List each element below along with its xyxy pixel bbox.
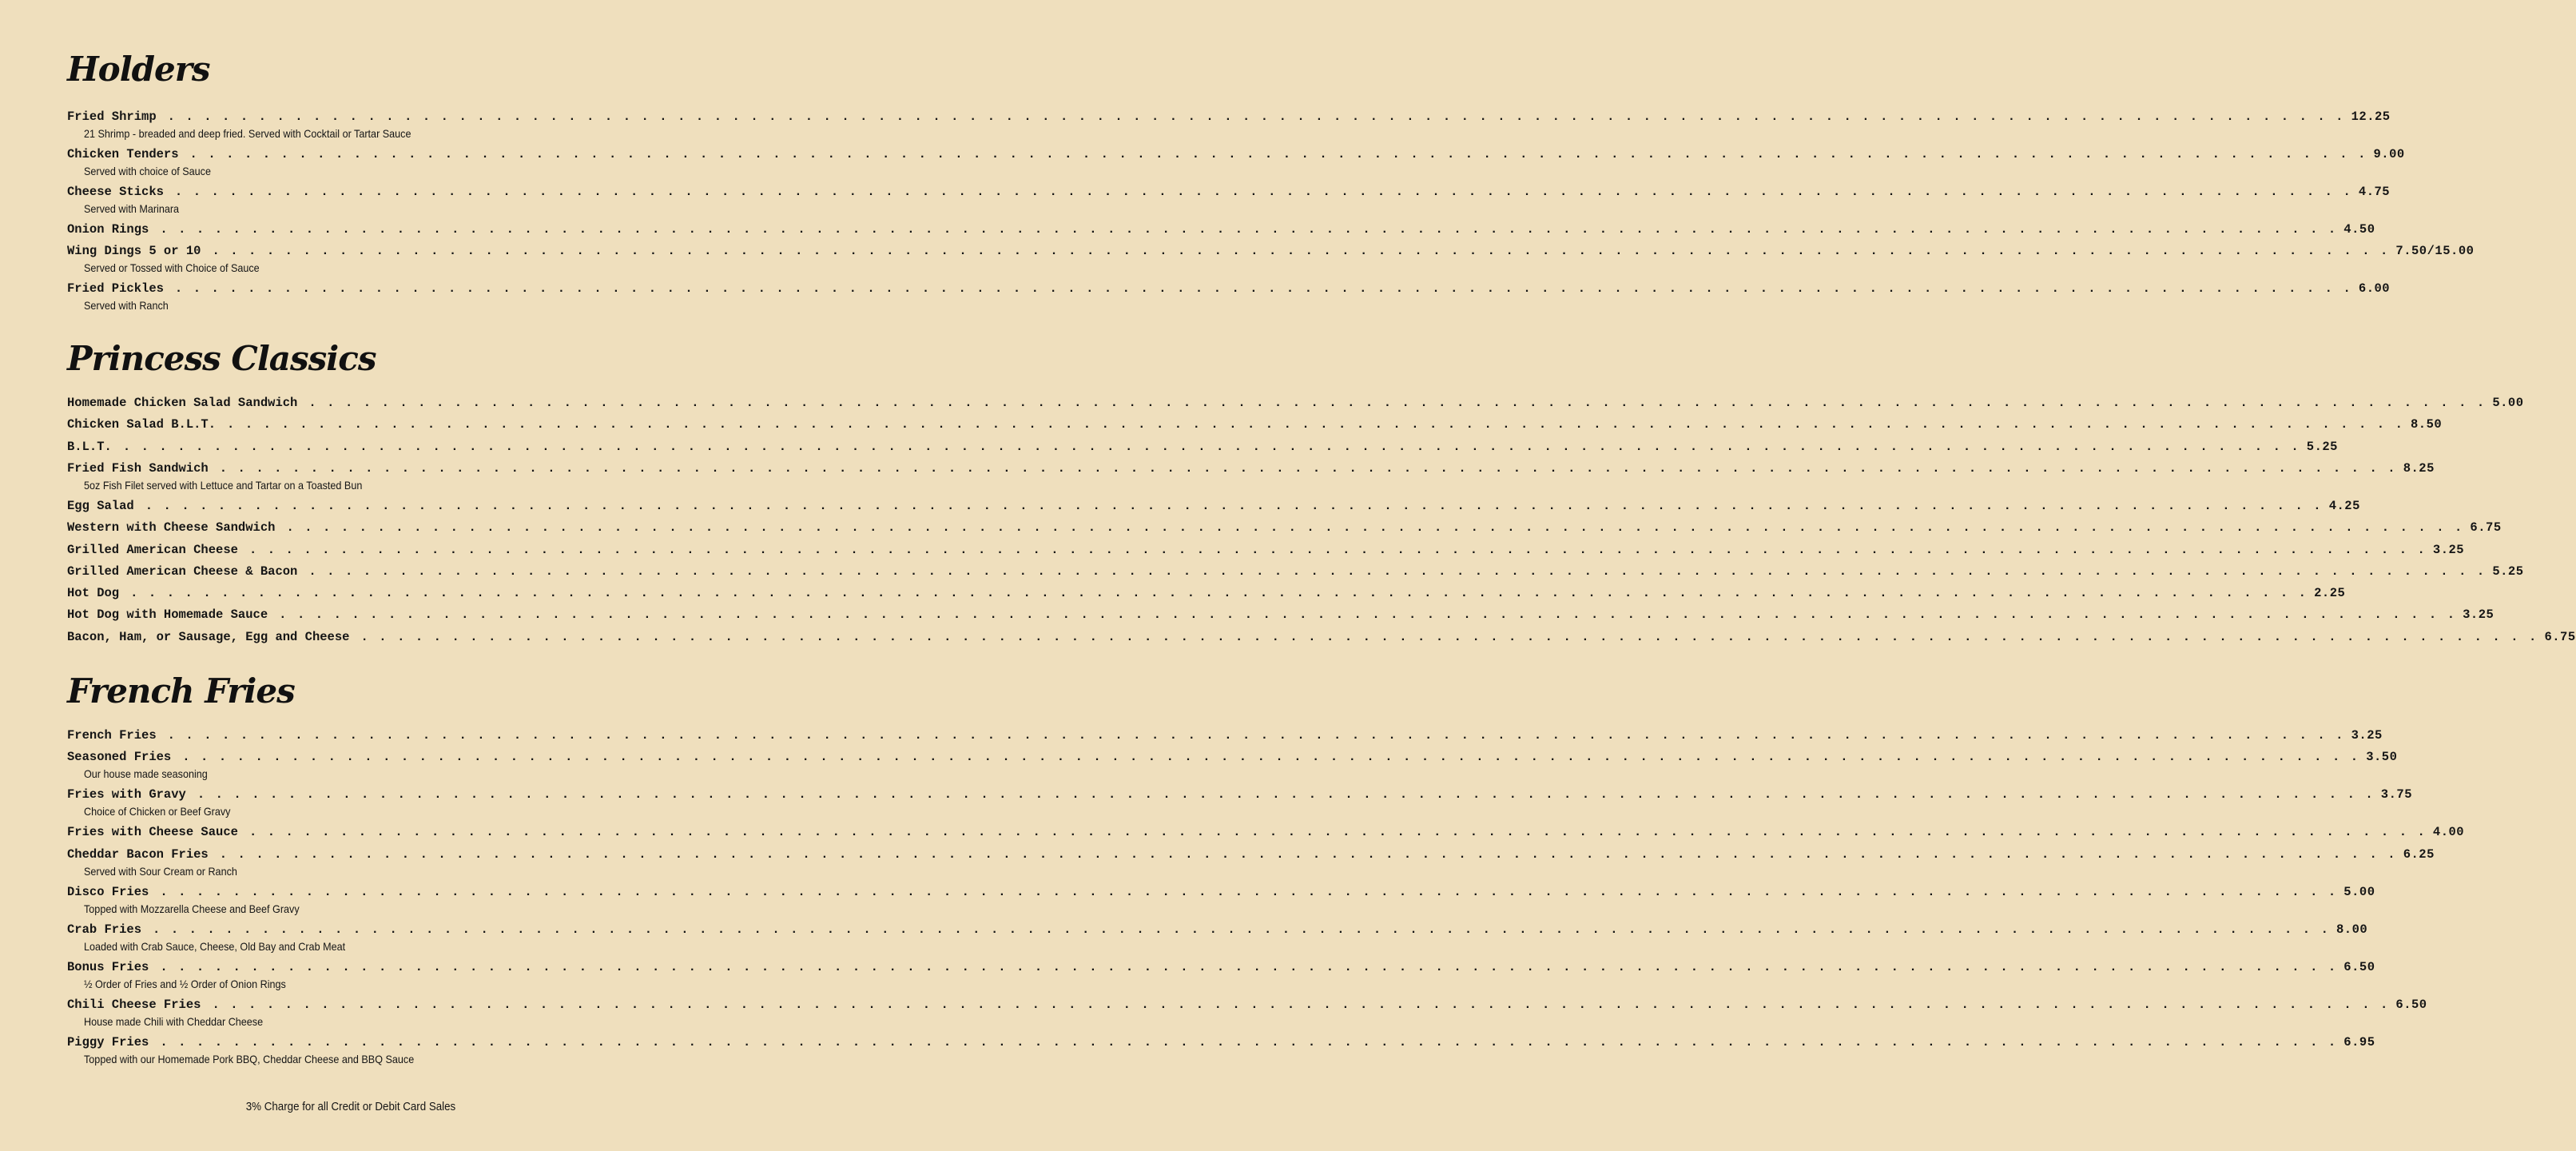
menu-item-name: Grilled American Cheese [67,542,238,557]
dot-leader: . . . . . . . . . . . . . . . . . . . . . . . . . . . . . . . . . . . . . . . . . . . . . . . . . . . . . . . . . . . . . . . . . . . . . . . . . . . . . . . . . . . . . . . . . . . . . . . . . . . . . . . . . . . . . . . . . . . . . . . . [122,439,2300,454]
menu-item-name: Cheddar Bacon Fries [67,846,209,862]
dot-leader: . . . . . . . . . . . . . . . . . . . . . . . . . . . . . . . . . . . . . . . . . . . . . . . . . . . . . . . . . . . . . . . . . . . . . . . . . . . . . . . . . . . . . . . . . . . . . . . . . . . . . . . . . . . . . . . . . . . . . . . . [182,750,2360,765]
menu-item-price: 4.25 [2328,498,2360,513]
menu-item-name: Piggy Fries [67,1034,149,1049]
menu-item-name: Fried Fish Sandwich [67,460,209,476]
menu-item-price: 4.00 [2432,825,2465,840]
dot-leader: . . . . . . . . . . . . . . . . . . . . . . . . . . . . . . . . . . . . . . . . . . . . . . . . . . . . . . . . . . . . . . . . . . . . . . . . . . . . . . . . . . . . . . . . . . . . . . . . . . . . . . . . . . . . . . . . . . . . . . . . [279,607,2457,623]
menu-item [67,541,2465,559]
menu-item-row [67,145,2405,163]
menu-item-row [67,563,2524,580]
menu-item-name: French Fries [67,728,157,743]
menu-item-row [67,108,2391,125]
menu-item-price: 5.00 [2343,884,2375,899]
menu-item-name: Grilled American Cheese & Bacon [67,564,298,579]
section-title-french-fries: French Fries [67,671,295,711]
dot-leader: . . . . . . . . . . . . . . . . . . . . . . . . . . . . . . . . . . . . . . . . . . . . . . . . . . . . . . . . . . . . . . . . . . . . . . . . . . . . . . . . . . . . . . . . . . . . . . . . . . . . . . . . . . . . . . . . . . . . . . . . [153,922,2330,937]
menu-item-description: House made Chili with Cheddar Cheese [84,1014,264,1028]
menu-item-name: Homemade Chicken Salad Sandwich [67,396,298,410]
dot-leader: . . . . . . . . . . . . . . . . . . . . . . . . . . . . . . . . . . . . . . . . . . . . . . . . . . . . . . . . . . . . . . . . . . . . . . . . . . . . . . . . . . . . . . . . . . . . . . . . . . . . . . . . . . . . . . . . . . . . . . . . [145,498,2323,513]
menu-item [67,460,2435,493]
menu-item [67,221,2375,238]
dot-leader: . . . . . . . . . . . . . . . . . . . . . . . . . . . . . . . . . . . . . . . . . . . . . . . . . . . . . . . . . . . . . . . . . . . . . . . . . . . . . . . . . . . . . . . . . . . . . . . . . . . . . . . . . . . . . . . . . . . . . . . . [174,185,2352,199]
menu-item-description: Loaded with Crab Sauce, Cheese, Old Bay and Crab Meat [84,939,346,953]
menu-item-description: ½ Order of Fries and ½ Order of Onion Rings [84,977,286,990]
menu-item-name: Chili Cheese Fries [67,997,201,1012]
menu-item [67,108,2391,141]
menu-item-price: 2.25 [2314,586,2346,601]
menu-item [67,606,2495,623]
dot-leader: . . . . . . . . . . . . . . . . . . . . . . . . . . . . . . . . . . . . . . . . . . . . . . . . . . . . . . . . . . . . . . . . . . . . . . . . . . . . . . . . . . . . . . . . . . . . . . . . . . . . . . . . . . . . . . . . . . . . . . . . [248,542,2427,557]
menu-item-name: Bacon, Ham, or Sausage, Egg and Cheese [67,629,350,644]
menu-item-description: 5oz Fish Filet served with Lettuce and Tartar on a Toasted Bun [84,478,363,492]
menu-item-price: 6.50 [2343,959,2375,974]
menu-item-name: Hot Dog with Homemade Sauce [67,607,268,623]
dot-leader: . . . . . . . . . . . . . . . . . . . . . . . . . . . . . . . . . . . . . . . . . . . . . . . . . . . . . . . . . . . . . . . . . . . . . . . . . . . . . . . . . . . . . . . . . . . . . . . . . . . . . . . . . . . . . . . . . . . . . . . . [286,520,2464,536]
menu-item [67,394,2524,412]
menu-item-price: 3.50 [2366,750,2398,765]
dot-leader: . . . . . . . . . . . . . . . . . . . . . . . . . . . . . . . . . . . . . . . . . . . . . . . . . . . . . . . . . . . . . . . . . . . . . . . . . . . . . . . . . . . . . . . . . . . . . . . . . . . . . . . . . . . . . . . . . . . . . . . . [212,244,2390,259]
menu-item-row [67,584,2346,602]
menu-item-price: 3.25 [2432,542,2465,557]
dot-leader: . . . . . . . . . . . . . . . . . . . . . . . . . . . . . . . . . . . . . . . . . . . . . . . . . . . . . . . . . . . . . . . . . . . . . . . . . . . . . . . . . . . . . . . . . . . . . . . . . . . . . . . . . . . . . . . . . . . . . . . . [174,281,2352,297]
menu-item-price: 6.00 [2358,281,2391,297]
dot-leader: . . . . . . . . . . . . . . . . . . . . . . . . . . . . . . . . . . . . . . . . . . . . . . . . . . . . . . . . . . . . . . . . . . . . . . . . . . . . . . . . . . . . . . . . . . . . . . . . . . . . . . . . . . . . . . . . . . . . . . . . [160,222,2338,237]
menu-item [67,958,2375,992]
menu-item-row [67,883,2375,901]
menu-item-name: Fried Pickles [67,281,164,297]
menu-item-price: 9.00 [2373,147,2405,161]
menu-item [67,183,2391,217]
menu-item-row [67,921,2368,938]
menu-item-name: Fried Shrimp [67,110,157,124]
dot-leader: . . . . . . . . . . . . . . . . . . . . . . . . . . . . . . . . . . . . . . . . . . . . . . . . . . . . . . . . . . . . . . . . . . . . . . . . . . . . . . . . . . . . . . . . . . . . . . . . . . . . . . . . . . . . . . . . . . . . . . . . [160,1034,2338,1049]
dot-leader: . . . . . . . . . . . . . . . . . . . . . . . . . . . . . . . . . . . . . . . . . . . . . . . . . . . . . . . . . . . . . . . . . . . . . . . . . . . . . . . . . . . . . . . . . . . . . . . . . . . . . . . . . . . . . . . . . . . . . . . . [167,728,2345,743]
menu-item-row [67,748,2398,766]
menu-item-price: 5.25 [2306,439,2338,454]
menu-item-description: Served with Sour Cream or Ranch [84,864,237,878]
menu-item-row [67,221,2375,238]
dot-leader: . . . . . . . . . . . . . . . . . . . . . . . . . . . . . . . . . . . . . . . . . . . . . . . . . . . . . . . . . . . . . . . . . . . . . . . . . . . . . . . . . . . . . . . . . . . . . . . . . . . . . . . . . . . . . . . . . . . . . . . . [219,846,2397,862]
dot-leader: . . . . . . . . . . . . . . . . . . . . . . . . . . . . . . . . . . . . . . . . . . . . . . . . . . . . . . . . . . . . . . . . . . . . . . . . . . . . . . . . . . . . . . . . . . . . . . . . . . . . . . . . . . . . . . . . . . . . . . . . [227,417,2404,432]
menu-item-price: 5.25 [2492,564,2524,579]
menu-item-price: 4.75 [2358,185,2391,199]
menu-item-price: 3.25 [2351,728,2383,743]
menu-item-description: Served with Ranch [84,299,169,313]
menu-item [67,280,2391,313]
menu-item [67,996,2427,1030]
menu-item-description: Topped with Mozzarella Cheese and Beef Gravy [84,902,300,915]
menu-item-name: Seasoned Fries [67,750,172,765]
menu-item-row [67,996,2427,1014]
menu-item-price: 3.75 [2380,787,2413,803]
menu-item-name: Bonus Fries [67,959,149,974]
menu-item-description: Served with choice of Sauce [84,165,211,177]
menu-item-price: 5.00 [2492,396,2524,410]
dot-leader: . . . . . . . . . . . . . . . . . . . . . . . . . . . . . . . . . . . . . . . . . . . . . . . . . . . . . . . . . . . . . . . . . . . . . . . . . . . . . . . . . . . . . . . . . . . . . . . . . . . . . . . . . . . . . . . . . . . . . . . . [167,110,2345,124]
menu-item-description: Served with Marinara [84,202,180,215]
menu-item-name: Cheese Sticks [67,185,164,199]
menu-item [67,519,2502,536]
menu-item-row [67,606,2495,623]
menu-item-name: Fries with Cheese Sauce [67,825,238,840]
dot-leader: . . . . . . . . . . . . . . . . . . . . . . . . . . . . . . . . . . . . . . . . . . . . . . . . . . . . . . . . . . . . . . . . . . . . . . . . . . . . . . . . . . . . . . . . . . . . . . . . . . . . . . . . . . . . . . . . . . . . . . . . [219,460,2397,476]
menu-item-price: 6.50 [2395,997,2427,1012]
menu-item-price: 8.00 [2335,922,2368,937]
section-title-princess-classics: Princess Classics [67,339,376,378]
menu-item-row [67,497,2360,515]
menu-item-name: Disco Fries [67,884,149,899]
menu-item-name: Egg Salad [67,498,134,513]
menu-item-row [67,541,2465,559]
menu-item [67,584,2346,602]
menu-item [67,242,2475,276]
menu-item [67,883,2375,917]
menu-item-row [67,727,2383,744]
menu-item-price: 4.50 [2343,222,2375,237]
menu-item-name: Wing Dings 5 or 10 [67,244,201,259]
menu-item-row [67,394,2524,412]
menu-item-name: Hot Dog [67,586,120,601]
menu-item-price: 6.75 [2470,520,2502,536]
menu-item-price: 6.95 [2343,1034,2375,1049]
menu-item-price: 8.50 [2411,417,2443,432]
menu-item-row [67,1034,2375,1051]
menu-item-name: Crab Fries [67,922,142,937]
dot-leader: . . . . . . . . . . . . . . . . . . . . . . . . . . . . . . . . . . . . . . . . . . . . . . . . . . . . . . . . . . . . . . . . . . . . . . . . . . . . . . . . . . . . . . . . . . . . . . . . . . . . . . . . . . . . . . . . . . . . . . . . [248,825,2427,840]
menu-item [67,438,2338,456]
menu-item-row [67,460,2435,477]
menu-item-row [67,846,2435,863]
menu-item-price: 6.25 [2403,846,2435,862]
menu-item [67,786,2413,819]
menu-item-price: 12.25 [2351,110,2391,124]
menu-item [67,628,2576,646]
menu-item-row [67,438,2338,456]
menu-item-row [67,628,2576,646]
dot-leader: . . . . . . . . . . . . . . . . . . . . . . . . . . . . . . . . . . . . . . . . . . . . . . . . . . . . . . . . . . . . . . . . . . . . . . . . . . . . . . . . . . . . . . . . . . . . . . . . . . . . . . . . . . . . . . . . . . . . . . . . [160,884,2338,899]
dot-leader: . . . . . . . . . . . . . . . . . . . . . . . . . . . . . . . . . . . . . . . . . . . . . . . . . . . . . . . . . . . . . . . . . . . . . . . . . . . . . . . . . . . . . . . . . . . . . . . . . . . . . . . . . . . . . . . . . . . . . . . . [189,147,2367,161]
menu-item-name: B.L.T. [67,439,112,454]
menu-item-description: Served or Tossed with Choice of Sauce [84,261,260,275]
dot-leader: . . . . . . . . . . . . . . . . . . . . . . . . . . . . . . . . . . . . . . . . . . . . . . . . . . . . . . . . . . . . . . . . . . . . . . . . . . . . . . . . . . . . . . . . . . . . . . . . . . . . . . . . . . . . . . . . . . . . . . . . [308,564,2487,579]
menu-item [67,727,2383,744]
menu-item [67,563,2524,580]
dot-leader: . . . . . . . . . . . . . . . . . . . . . . . . . . . . . . . . . . . . . . . . . . . . . . . . . . . . . . . . . . . . . . . . . . . . . . . . . . . . . . . . . . . . . . . . . . . . . . . . . . . . . . . . . . . . . . . . . . . . . . . . [308,396,2487,410]
menu-item [67,497,2360,515]
menu-item-price: 7.50/15.00 [2395,244,2475,259]
menu-item [67,145,2405,179]
menu-item-description: Our house made seasoning [84,767,208,781]
menu-item [67,823,2465,841]
menu-item-price: 8.25 [2403,460,2435,476]
menu-item [67,748,2398,782]
section-title-holders: Holders [67,50,210,89]
menu-item-row [67,786,2413,803]
card-charge-note: 3% Charge for all Credit or Debit Card Sales [245,1101,456,1113]
menu-item-name: Fries with Gravy [67,787,186,803]
menu-item [67,1034,2375,1067]
menu-item [67,416,2443,433]
menu-item-name: Onion Rings [67,222,149,237]
menu-item-name: Western with Cheese Sandwich [67,520,276,536]
dot-leader: . . . . . . . . . . . . . . . . . . . . . . . . . . . . . . . . . . . . . . . . . . . . . . . . . . . . . . . . . . . . . . . . . . . . . . . . . . . . . . . . . . . . . . . . . . . . . . . . . . . . . . . . . . . . . . . . . . . . . . . . [160,959,2338,974]
dot-leader: . . . . . . . . . . . . . . . . . . . . . . . . . . . . . . . . . . . . . . . . . . . . . . . . . . . . . . . . . . . . . . . . . . . . . . . . . . . . . . . . . . . . . . . . . . . . . . . . . . . . . . . . . . . . . . . . . . . . . . . . [197,787,2375,803]
menu-item-row [67,183,2391,201]
menu-item-row [67,416,2443,433]
menu-item [67,921,2368,954]
menu-item-row [67,280,2391,297]
menu-item-description: Choice of Chicken or Beef Gravy [84,805,231,818]
menu-item-description: Topped with our Homemade Pork BBQ, Cheddar Cheese and BBQ Sauce [84,1052,415,1065]
dot-leader: . . . . . . . . . . . . . . . . . . . . . . . . . . . . . . . . . . . . . . . . . . . . . . . . . . . . . . . . . . . . . . . . . . . . . . . . . . . . . . . . . . . . . . . . . . . . . . . . . . . . . . . . . . . . . . . . . . . . . . . . [130,586,2308,601]
menu-item [67,846,2435,879]
menu-item-description: 21 Shrimp - breaded and deep fried. Served with Cocktail or Tartar Sauce [84,127,411,140]
dot-leader: . . . . . . . . . . . . . . . . . . . . . . . . . . . . . . . . . . . . . . . . . . . . . . . . . . . . . . . . . . . . . . . . . . . . . . . . . . . . . . . . . . . . . . . . . . . . . . . . . . . . . . . . . . . . . . . . . . . . . . . . [360,629,2538,644]
menu-item-row [67,519,2502,536]
menu-item-price: 3.25 [2463,607,2495,623]
menu-item-price: 6.75 [2544,629,2576,644]
menu-item-name: Chicken Tenders [67,147,179,161]
menu-item-row [67,958,2375,976]
dot-leader: . . . . . . . . . . . . . . . . . . . . . . . . . . . . . . . . . . . . . . . . . . . . . . . . . . . . . . . . . . . . . . . . . . . . . . . . . . . . . . . . . . . . . . . . . . . . . . . . . . . . . . . . . . . . . . . . . . . . . . . . [212,997,2390,1012]
menu-item-name: Chicken Salad B.L.T. [67,417,217,432]
menu-item-row [67,242,2475,260]
menu-item-row [67,823,2465,841]
